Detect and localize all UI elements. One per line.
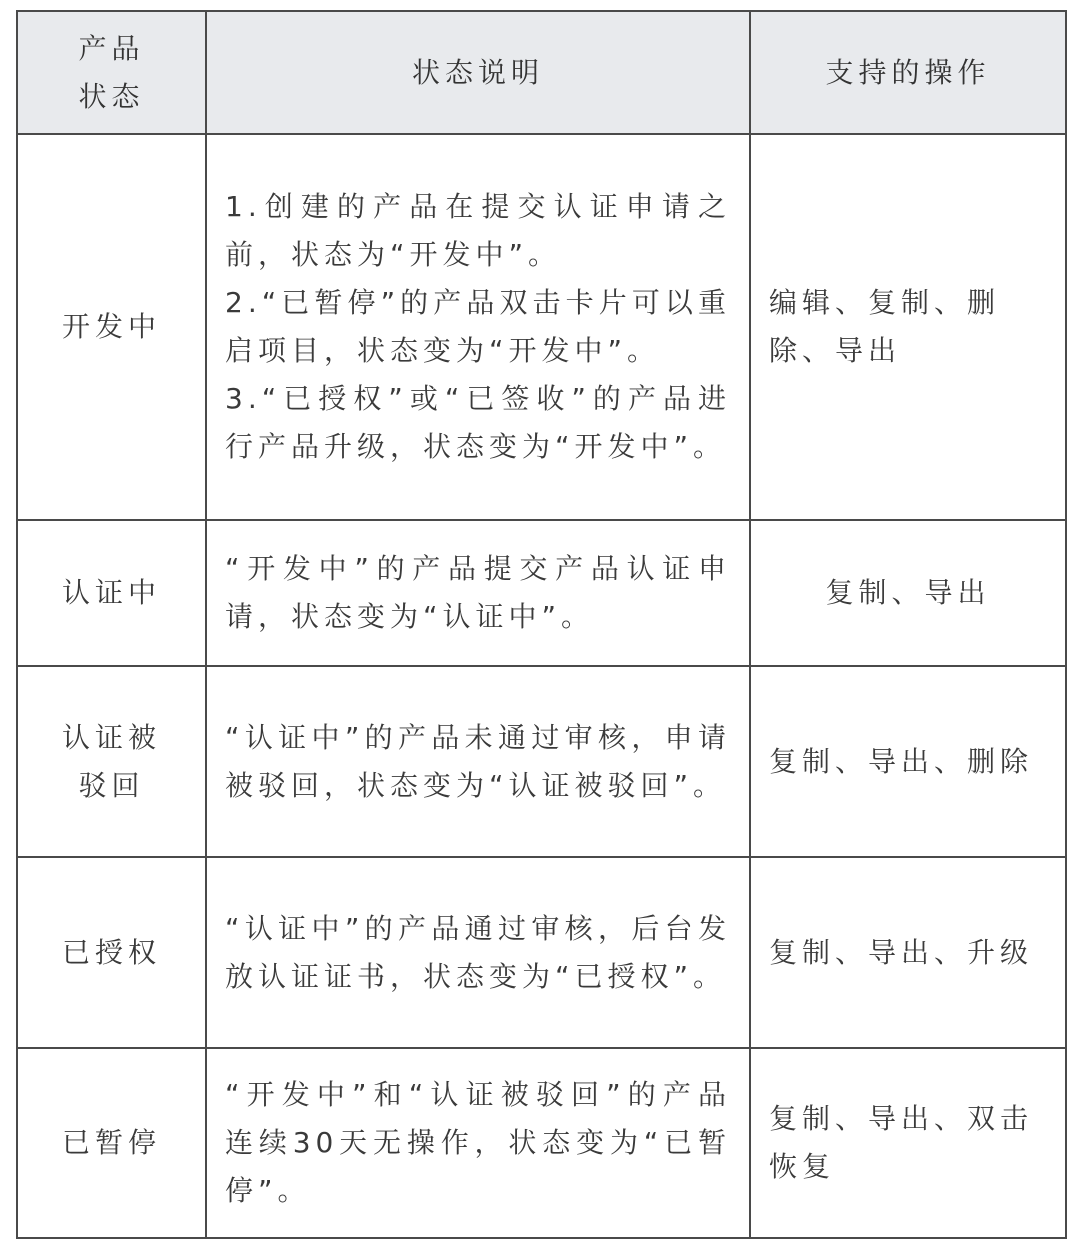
header-description: 状态说明 [206,11,750,134]
table-row [17,520,1066,666]
description-line: 3.“已授权”或“已签收”的产品进行产品升级，状态变为“开发中”。 [225,382,731,463]
description-cell [206,666,750,857]
description-line: 2.“已暂停”的产品双击卡片可以重启项目，状态变为“开发中”。 [225,286,731,367]
table-row [17,134,1066,520]
description-line: “开发中”的产品提交产品认证申请，状态变为“认证中”。 [225,552,731,633]
header-status: 产品状态 [17,11,206,134]
operations-cell: 复制、导出、删除 [750,666,1066,857]
description-line: “认证中”的产品未通过审核，申请被驳回，状态变为“认证被驳回”。 [225,720,731,802]
status-cell: 认证被驳回 [17,666,206,857]
operations-cell: 复制、导出、升级 [750,857,1066,1048]
description-line: 1.创建的产品在提交认证申请之前，状态为“开发中”。 [225,190,731,271]
header-operations: 支持的操作 [750,11,1066,134]
status-cell: 认证中 [17,520,206,666]
table-row [17,1048,1066,1238]
status-cell: 已暂停 [17,1048,206,1238]
description-line: “认证中”的产品通过审核，后台发放认证证书，状态变为“已授权”。 [225,911,731,993]
table-row [17,666,1066,857]
description-cell [206,1048,750,1238]
table-row [17,857,1066,1048]
description-cell [206,520,750,666]
table-header-row [17,11,1066,134]
description-line: “开发中”和“认证被驳回”的产品连续30天无操作，状态变为“已暂停”。 [225,1078,731,1207]
status-cell: 开发中 [17,134,206,520]
description-cell [206,857,750,1048]
description-cell [206,134,750,520]
product-status-table [16,10,1067,1239]
operations-cell: 复制、导出 [750,520,1066,666]
status-cell: 已授权 [17,857,206,1048]
operations-cell: 编辑、复制、删除、导出 [750,134,1066,520]
operations-cell: 复制、导出、双击恢复 [750,1048,1066,1238]
